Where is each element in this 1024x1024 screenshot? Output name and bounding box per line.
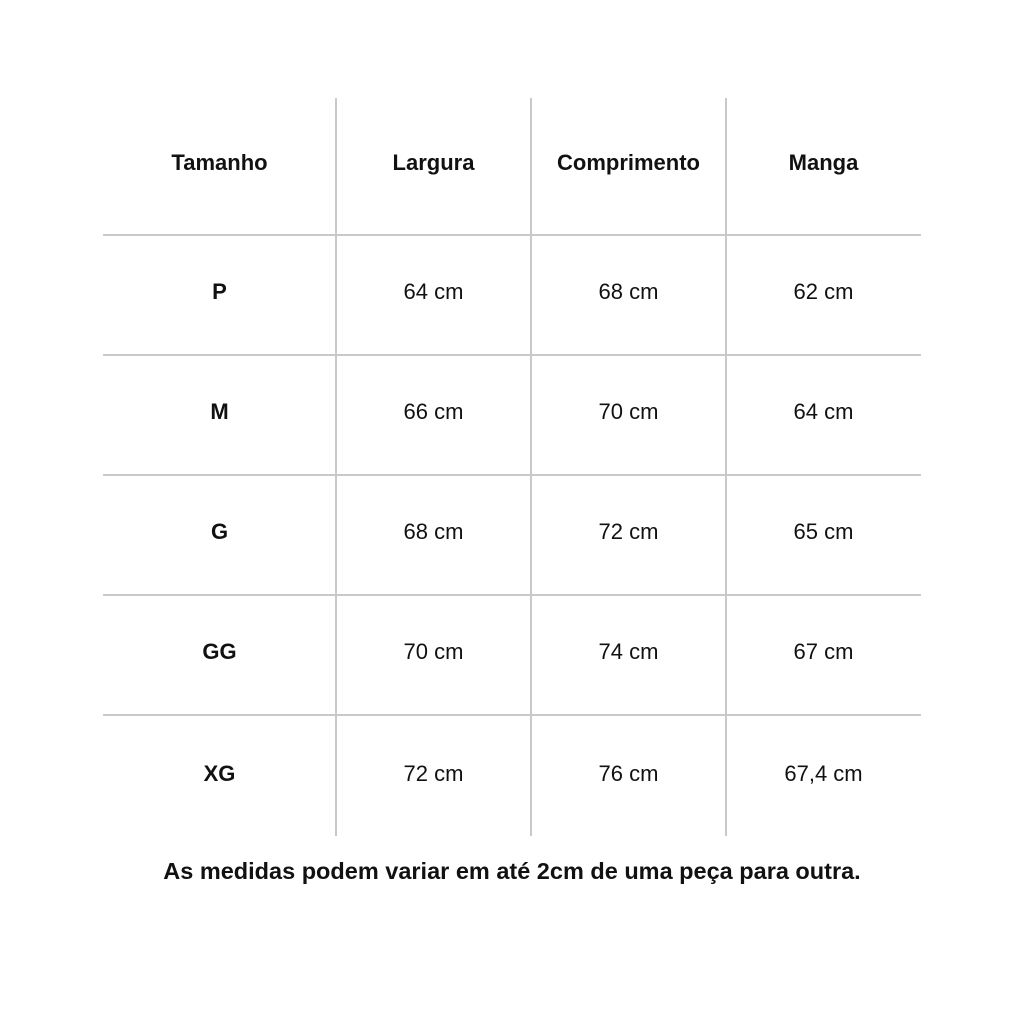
largura-cell: 66 cm bbox=[403, 399, 464, 424]
header-tamanho: Tamanho bbox=[171, 149, 268, 175]
manga-cell: 67,4 cm bbox=[784, 760, 863, 786]
table-row bbox=[103, 475, 921, 595]
manga-cell: 62 cm bbox=[793, 279, 854, 304]
comprimento-cell: 68 cm bbox=[598, 279, 659, 304]
largura-cell: 70 cm bbox=[403, 639, 464, 664]
comprimento-cell: 76 cm bbox=[598, 760, 659, 786]
size-cell: M bbox=[210, 399, 229, 424]
size-cell: P bbox=[212, 279, 227, 304]
manga-cell: 64 cm bbox=[793, 399, 854, 424]
comprimento-cell: 72 cm bbox=[598, 519, 659, 544]
largura-cell: 72 cm bbox=[403, 760, 464, 786]
manga-cell: 65 cm bbox=[793, 519, 854, 544]
largura-cell: 64 cm bbox=[403, 279, 464, 304]
table-row bbox=[103, 595, 921, 715]
header-manga: Manga bbox=[788, 149, 859, 175]
size-cell: G bbox=[210, 519, 229, 544]
table-row bbox=[103, 355, 921, 475]
size-cell: GG bbox=[202, 639, 237, 664]
comprimento-cell: 74 cm bbox=[598, 639, 659, 664]
table-row bbox=[103, 235, 921, 355]
table-row bbox=[103, 715, 921, 836]
largura-cell: 68 cm bbox=[403, 519, 464, 544]
measurement-disclaimer: As medidas podem variar em até 2cm de uma peça para outra. bbox=[163, 858, 861, 884]
comprimento-cell: 70 cm bbox=[598, 399, 659, 424]
header-comprimento: Comprimento bbox=[557, 149, 700, 175]
size-chart-table bbox=[103, 98, 921, 836]
header-largura: Largura bbox=[392, 149, 475, 175]
table-header-row bbox=[103, 98, 921, 235]
manga-cell: 67 cm bbox=[793, 639, 854, 664]
size-cell: XG bbox=[203, 760, 236, 786]
